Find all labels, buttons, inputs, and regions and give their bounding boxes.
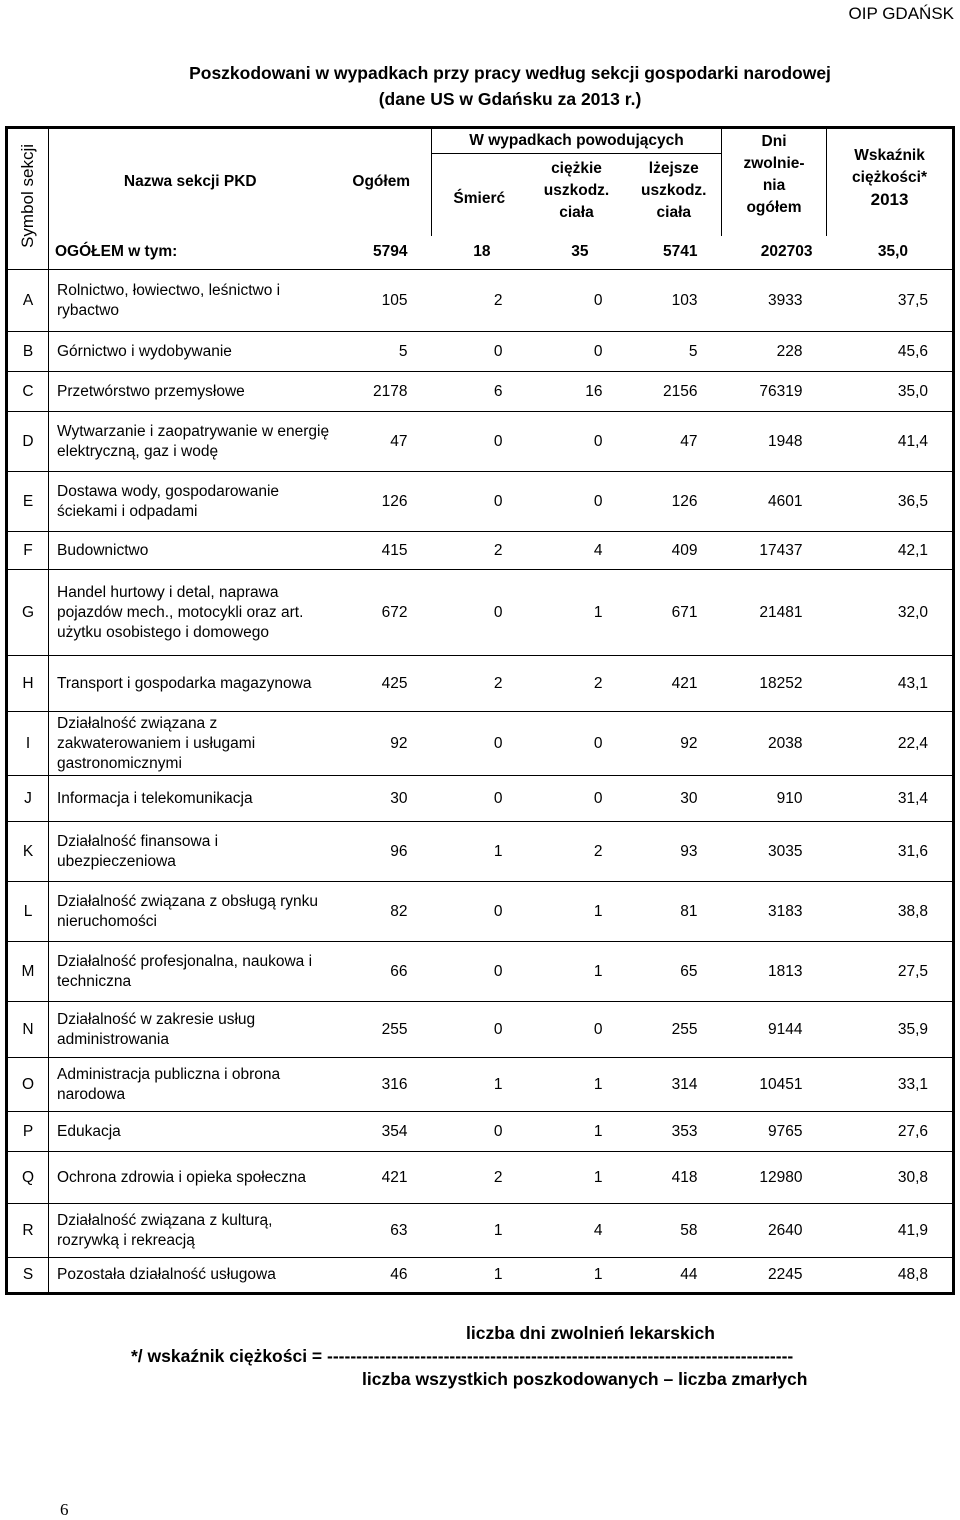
value-cell: 22,4 [827,712,954,776]
value-cell: 38,8 [827,882,954,942]
table-row [7,1112,954,1152]
value-cell: 0 [432,1002,527,1058]
header-name: Nazwa sekcji PKD [123,173,257,191]
section-name: Działalność związana z obsługą rynku nieruchomości [49,882,332,942]
section-symbol: E [7,472,49,532]
header-symbol [7,128,49,270]
value-cell: 0 [432,712,527,776]
value-cell: 316 [332,1058,432,1112]
value-cell: 58 [627,1204,722,1258]
header-days [722,128,827,236]
table-row [7,1002,954,1058]
header-symbol-label: Symbol sekcji [18,143,37,248]
table-row [7,942,954,1002]
header-index-line-1: Wskaźnik [854,147,925,164]
value-cell: 9144 [722,1002,827,1058]
table-row [7,372,954,412]
section-name: Informacja i telekomunikacja [49,776,332,822]
value-cell: 35,9 [827,1002,954,1058]
value-cell: 425 [332,656,432,712]
section-symbol: O [7,1058,49,1112]
value-cell: 4 [527,1204,627,1258]
total-row [7,236,954,270]
value-cell: 2038 [722,712,827,776]
value-cell: 1 [527,882,627,942]
value-cell: 0 [527,270,627,332]
section-name: Dostawa wody, gospodarowanie ściekami i odpadami [49,472,332,532]
value-cell: 18252 [722,656,827,712]
header-group: W wypadkach powodujących [432,128,722,154]
table-row [7,1258,954,1294]
value-cell: 1 [527,1258,627,1294]
section-symbol: J [7,776,49,822]
value-cell: 2 [527,822,627,882]
header-index-line-3: 2013 [870,190,909,209]
value-cell: 0 [527,776,627,822]
value-cell: 9765 [722,1112,827,1152]
section-name: Działalność związana z zakwaterowaniem i usługami gastronomicznymi [49,712,332,776]
value-cell: 0 [527,332,627,372]
total-cell: 202703 [722,236,827,270]
value-cell: 1813 [722,942,827,1002]
total-cell: 18 [432,236,527,270]
value-cell: 3183 [722,882,827,942]
value-cell: 3933 [722,270,827,332]
value-cell: 65 [627,942,722,1002]
header-serious-line-1: ciężkie [551,160,602,177]
value-cell: 103 [627,270,722,332]
value-cell: 1 [527,1112,627,1152]
value-cell: 1 [527,1152,627,1204]
value-cell: 41,9 [827,1204,954,1258]
value-cell: 0 [527,712,627,776]
section-symbol: R [7,1204,49,1258]
value-cell: 2178 [332,372,432,412]
value-cell: 1 [432,1258,527,1294]
value-cell: 672 [332,570,432,656]
value-cell: 2640 [722,1204,827,1258]
table-row [7,570,954,656]
total-cell: 35,0 [827,236,954,270]
organization-label: OIP GDAŃSK [848,4,954,23]
value-cell: 4601 [722,472,827,532]
value-cell: 30,8 [827,1152,954,1204]
section-name: Górnictwo i wydobywanie [49,332,332,372]
header-serious-line-3: ciała [559,204,594,221]
header-index-line-2: ciężkości* [852,169,928,186]
header-death: Śmierć [432,154,527,236]
table-row [7,776,954,822]
table-row [7,472,954,532]
section-symbol: N [7,1002,49,1058]
section-symbol: K [7,822,49,882]
title-line-1: Poszkodowani w wypadkach przy pracy według sekcji gospodarki narodowej [189,63,831,83]
value-cell: 1948 [722,412,827,472]
value-cell: 0 [432,1112,527,1152]
value-cell: 66 [332,942,432,1002]
value-cell: 0 [527,1002,627,1058]
footnote-numerator: liczba dni zwolnień lekarskich [466,1323,715,1343]
table-row [7,270,954,332]
table-row [7,882,954,942]
value-cell: 1 [432,822,527,882]
value-cell: 4 [527,532,627,570]
value-cell: 21481 [722,570,827,656]
table-row [7,1058,954,1112]
table-row [7,1204,954,1258]
value-cell: 63 [332,1204,432,1258]
section-name: Działalność związana z kulturą, rozrywką i rekreacją [49,1204,332,1258]
section-name: Administracja publiczna i obrona narodowa [49,1058,332,1112]
section-name: Budownictwo [49,532,332,570]
value-cell: 46 [332,1258,432,1294]
header-serious-line-2: uszkodz. [543,182,610,199]
value-cell: 418 [627,1152,722,1204]
section-symbol: F [7,532,49,570]
footnote [0,1322,960,1391]
value-cell: 1 [527,570,627,656]
section-name: Rolnictwo, łowiectwo, leśnictwo i rybactwo [49,270,332,332]
section-symbol: P [7,1112,49,1152]
section-name: Działalność finansowa i ubezpieczeniowa [49,822,332,882]
value-cell: 2 [432,532,527,570]
value-cell: 415 [332,532,432,570]
value-cell: 44 [627,1258,722,1294]
value-cell: 1 [527,942,627,1002]
value-cell: 0 [432,776,527,822]
value-cell: 126 [627,472,722,532]
title-line-2: (dane US w Gdańsku za 2013 r.) [378,89,642,109]
value-cell: 421 [332,1152,432,1204]
value-cell: 353 [627,1112,722,1152]
section-symbol: C [7,372,49,412]
total-cell: 35 [527,236,627,270]
value-cell: 105 [332,270,432,332]
section-name: Handel hurtowy i detal, naprawa pojazdów mech., motocykli oraz art. użytku osobistego i domowego [49,570,332,656]
value-cell: 1 [432,1058,527,1112]
header-days-line-2: zwolnie- [743,155,805,172]
value-cell: 1 [527,1058,627,1112]
value-cell: 1 [432,1204,527,1258]
header-total: Ogółem [352,173,411,191]
value-cell: 93 [627,822,722,882]
value-cell: 37,5 [827,270,954,332]
section-symbol: B [7,332,49,372]
value-cell: 30 [332,776,432,822]
value-cell: 12980 [722,1152,827,1204]
value-cell: 0 [432,472,527,532]
value-cell: 409 [627,532,722,570]
value-cell: 671 [627,570,722,656]
total-label: OGÓŁEM w tym: [49,236,332,270]
value-cell: 96 [332,822,432,882]
value-cell: 421 [627,656,722,712]
section-name: Działalność profesjonalna, naukowa i techniczna [49,942,332,1002]
value-cell: 228 [722,332,827,372]
section-symbol: I [7,712,49,776]
section-symbol: L [7,882,49,942]
table-row [7,532,954,570]
value-cell: 0 [432,570,527,656]
header-index [827,128,954,236]
value-cell: 2156 [627,372,722,412]
header-light-line-1: lżejsze [648,160,699,177]
value-cell: 126 [332,472,432,532]
value-cell: 5 [627,332,722,372]
table-row [7,656,954,712]
total-cell: 5741 [627,236,722,270]
header-light [627,154,722,236]
value-cell: 42,1 [827,532,954,570]
value-cell: 43,1 [827,656,954,712]
value-cell: 2 [432,656,527,712]
section-name: Transport i gospodarka magazynowa [49,656,332,712]
value-cell: 354 [332,1112,432,1152]
value-cell: 0 [527,472,627,532]
value-cell: 255 [627,1002,722,1058]
value-cell: 2 [432,1152,527,1204]
section-name: Przetwórstwo przemysłowe [49,372,332,412]
value-cell: 910 [722,776,827,822]
table-row [7,412,954,472]
footnote-denominator: liczba wszystkich poszkodowanych – liczba zmarłych [362,1369,808,1389]
header-days-line-1: Dni [761,133,787,150]
section-symbol: Q [7,1152,49,1204]
section-symbol: S [7,1258,49,1294]
value-cell: 36,5 [827,472,954,532]
header-light-line-2: uszkodz. [641,182,707,199]
value-cell: 16 [527,372,627,412]
header-days-line-3: nia [762,177,786,194]
value-cell: 41,4 [827,412,954,472]
value-cell: 2 [432,270,527,332]
value-cell: 48,8 [827,1258,954,1294]
value-cell: 3035 [722,822,827,882]
value-cell: 5 [332,332,432,372]
section-symbol: H [7,656,49,712]
header-days-line-4: ogółem [746,199,802,216]
value-cell: 35,0 [827,372,954,412]
accidents-table [5,126,955,1295]
value-cell: 81 [627,882,722,942]
value-cell: 2 [527,656,627,712]
value-cell: 0 [432,412,527,472]
value-cell: 0 [527,412,627,472]
table-row [7,332,954,372]
value-cell: 0 [432,882,527,942]
value-cell: 45,6 [827,332,954,372]
value-cell: 255 [332,1002,432,1058]
value-cell: 6 [432,372,527,412]
table-row [7,712,954,776]
document-title [0,60,960,112]
section-name: Działalność w zakresie usług administrowania [49,1002,332,1058]
table-row [7,1152,954,1204]
value-cell: 2245 [722,1258,827,1294]
value-cell: 10451 [722,1058,827,1112]
value-cell: 0 [432,942,527,1002]
header-serious [527,154,627,236]
section-symbol: M [7,942,49,1002]
value-cell: 31,4 [827,776,954,822]
table-row [7,822,954,882]
value-cell: 17437 [722,532,827,570]
footnote-definition: */ wskaźnik ciężkości = -------------------------------------------------------------------------------- [131,1346,794,1366]
value-cell: 47 [627,412,722,472]
value-cell: 82 [332,882,432,942]
value-cell: 31,6 [827,822,954,882]
total-cell: 5794 [332,236,432,270]
section-name: Wytwarzanie i zaopatrywanie w energię elektryczną, gaz i wodę [49,412,332,472]
section-symbol: A [7,270,49,332]
value-cell: 47 [332,412,432,472]
section-name: Ochrona zdrowia i opieka społeczna [49,1152,332,1204]
value-cell: 0 [432,332,527,372]
section-symbol: G [7,570,49,656]
value-cell: 30 [627,776,722,822]
page-number: 6 [60,1500,69,1519]
value-cell: 92 [627,712,722,776]
section-name: Pozostała działalność usługowa [49,1258,332,1294]
section-name: Edukacja [49,1112,332,1152]
value-cell: 314 [627,1058,722,1112]
section-symbol: D [7,412,49,472]
value-cell: 76319 [722,372,827,412]
value-cell: 92 [332,712,432,776]
header-light-line-3: ciała [656,204,691,221]
value-cell: 33,1 [827,1058,954,1112]
value-cell: 27,6 [827,1112,954,1152]
value-cell: 27,5 [827,942,954,1002]
value-cell: 32,0 [827,570,954,656]
